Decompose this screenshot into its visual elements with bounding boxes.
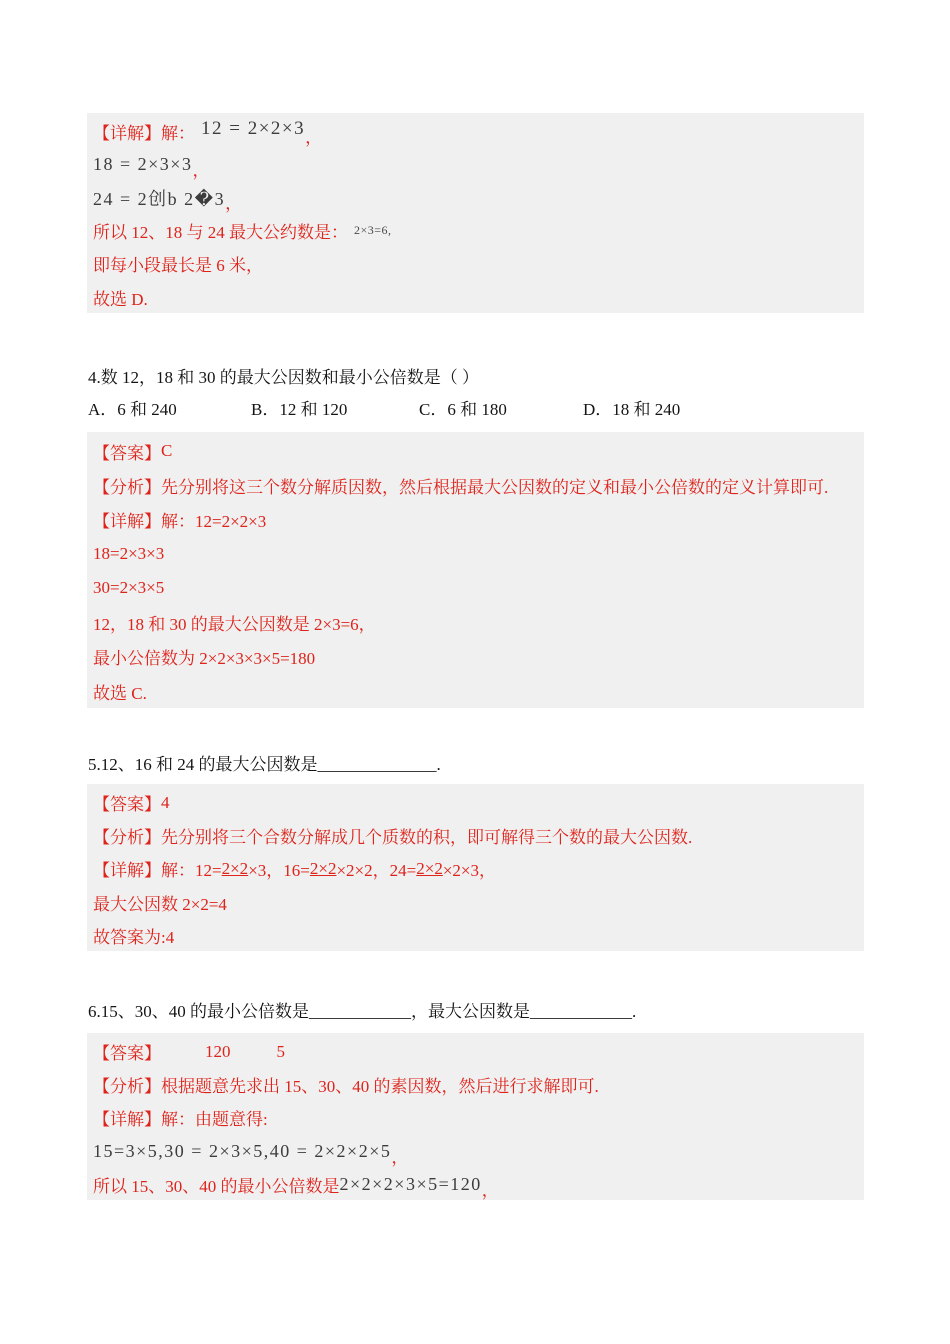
answer-label: 【答案】: [93, 795, 161, 815]
analysis-line: [93, 468, 860, 502]
answer-line: [93, 1035, 860, 1068]
final-answer-line: [93, 919, 860, 952]
answer-value: C: [161, 441, 173, 461]
detail-line: [93, 503, 860, 537]
answer-label: 【答案】: [93, 1044, 161, 1064]
detail-text: 解：由题意得:: [161, 1110, 268, 1130]
answer-value-2: 5: [276, 1041, 285, 1061]
gcd-line: [93, 886, 860, 919]
conclusion-line: [93, 1168, 860, 1201]
answer-value: 4: [161, 792, 170, 812]
equation-30: 30=2×3×5: [93, 578, 165, 598]
question-4-stem: [88, 366, 479, 390]
comma: ，: [481, 1180, 499, 1200]
equation-line-corrupted: [93, 181, 860, 214]
result-line: [93, 247, 860, 280]
choice-text: 故选 D.: [93, 289, 148, 309]
gcd-text: 最大公因数 2×2=4: [93, 894, 227, 914]
analysis-label: 【分析】: [93, 477, 161, 497]
option-c: C．6 和 180: [419, 400, 507, 419]
lcm-equation: 2×2×2×3×5=120: [339, 1173, 482, 1194]
conclusion-line: [93, 214, 860, 247]
answer-label: 【答案】: [93, 443, 161, 463]
detail-label: 【详解】: [93, 1110, 161, 1130]
answer-value-1: 120: [205, 1041, 231, 1061]
analysis-text: 先分别将这三个数分解质因数，然后根据最大公因数的定义和最小公倍数的定义计算即可.: [161, 477, 829, 497]
detail-seg: ×2×3，: [442, 861, 497, 881]
comma: ，: [305, 128, 323, 148]
equation-24-corrupted: 24 = 2创b 2�3: [93, 188, 226, 209]
gcd-text: 12，18 和 30 的最大公因数是 2×3=6，: [93, 615, 376, 635]
question-5-text: 5.12、16 和 24 的最大公因数是______________.: [88, 755, 441, 774]
answer-line: [93, 786, 860, 819]
option-a: A．6 和 240: [88, 400, 177, 419]
detail-line: [93, 1101, 860, 1134]
lcm-line: [93, 640, 860, 674]
analysis-line: [93, 1068, 860, 1101]
underlined-factors: 2×2: [309, 858, 337, 878]
question-6-stem: [88, 1000, 636, 1024]
equation-line: [93, 537, 860, 571]
choice-line: [93, 674, 860, 708]
factorization-equations: 15=3×5,30 = 2×3×5,40 = 2×2×2×5: [93, 1140, 392, 1161]
option-d: D．18 和 240: [583, 400, 681, 419]
detail-label: 【详解】: [93, 861, 161, 881]
underlined-factors: 2×2: [221, 858, 249, 878]
factorization-line: [93, 1135, 860, 1168]
equation-18: 18 = 2×3×3: [93, 154, 193, 175]
answer-line: [93, 434, 860, 468]
question-5-stem: [88, 753, 441, 777]
equation-line: [93, 571, 860, 605]
comma: ，: [391, 1147, 409, 1167]
final-answer-text: 故答案为:4: [93, 927, 175, 947]
explanation-block-q3: [87, 113, 864, 313]
answer-block-q4: [87, 432, 864, 708]
gcd-line: [93, 605, 860, 639]
detail-text: 解：12=2×2×3: [161, 512, 267, 532]
answer-block-q5: [87, 784, 864, 951]
analysis-line: [93, 819, 860, 852]
detail-label: 【详解】: [93, 124, 161, 144]
analysis-text: 根据题意先求出 15、30、40 的素因数，然后进行求解即可.: [161, 1077, 599, 1097]
detail-line: [93, 115, 860, 148]
conclusion-text: 所以 12、18 与 24 最大公约数是：: [93, 223, 348, 243]
detail-label: 【详解】: [93, 512, 161, 532]
equation-12: 12 = 2×2×3: [201, 117, 306, 139]
result-text: 即每小段最长是 6 米，: [93, 256, 263, 276]
choice-text: 故选 C.: [93, 683, 147, 703]
comma: ，: [192, 161, 210, 181]
comma: ，: [225, 194, 243, 214]
underlined-factors: 2×2: [416, 858, 443, 878]
question-6-text: 6.15、30、40 的最小公倍数是____________，最大公因数是____________.: [88, 1002, 637, 1021]
conclusion-text: 所以 15、30、40 的最小公倍数是: [93, 1176, 340, 1196]
equation-18: 18=2×3×3: [93, 544, 165, 564]
detail-line: [93, 852, 860, 885]
question-4-text: 4.数 12，18 和 30 的最大公因数和最小公倍数是（ ）: [88, 368, 479, 387]
gcd-equation-small: 2×3=6,: [354, 223, 392, 238]
solution-prefix: 解：: [161, 124, 195, 144]
detail-seg: ×3，16=: [248, 861, 310, 881]
analysis-label: 【分析】: [93, 1077, 161, 1097]
detail-seg: 解：12=: [161, 861, 222, 881]
question-4-options: [88, 398, 868, 422]
detail-seg: ×2×2，24=: [336, 861, 417, 881]
answer-block-q6: [87, 1033, 864, 1200]
lcm-text: 最小公倍数为 2×2×3×3×5=180: [93, 649, 316, 669]
option-b: B．12 和 120: [251, 400, 348, 419]
analysis-label: 【分析】: [93, 828, 161, 848]
analysis-text: 先分别将三个合数分解成几个质数的积，即可解得三个数的最大公因数.: [161, 828, 693, 848]
choice-line: [93, 280, 860, 313]
equation-line: [93, 148, 860, 181]
